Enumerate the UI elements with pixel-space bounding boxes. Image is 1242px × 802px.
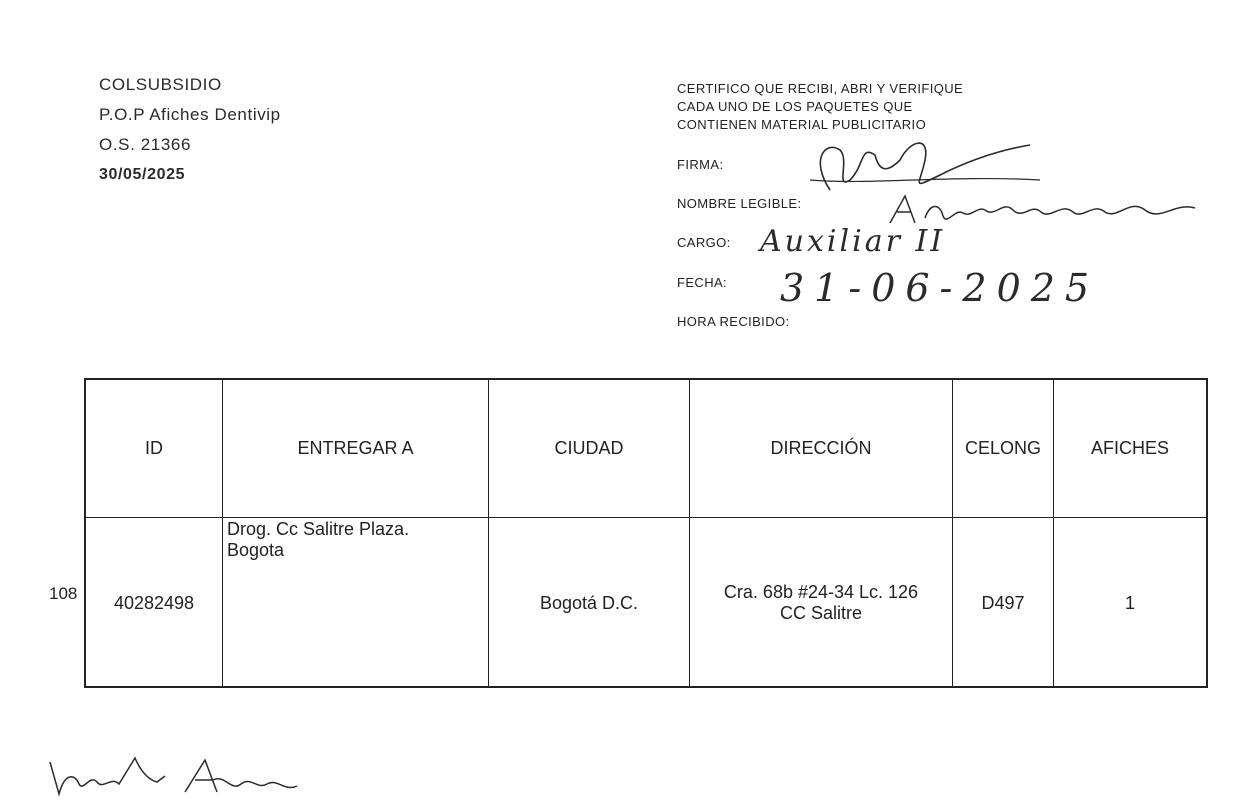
header-direccion: DIRECCIÓN — [770, 438, 872, 458]
row-number: 108 — [49, 584, 78, 603]
document-header — [99, 70, 281, 190]
cell-direccion — [690, 519, 952, 687]
bottom-signature — [45, 752, 315, 800]
entregar-a-line-2: Bogota — [227, 540, 285, 560]
cert-line-2: CADA UNO DE LOS PAQUETES QUE — [677, 99, 913, 114]
fecha-label: FECHA: — [677, 275, 728, 290]
hora-label: HORA RECIBIDO: — [677, 314, 790, 329]
order-number: O.S. 21366 — [99, 135, 192, 154]
cell-ciudad: Bogotá D.C. — [539, 592, 639, 613]
cell-celong: D497 — [981, 592, 1025, 613]
row-divider — [86, 517, 1206, 518]
handwritten-fecha: 31-06-2025 — [780, 266, 1100, 310]
cert-line-1: CERTIFICO QUE RECIBI, ABRI Y VERIFIQUE — [677, 81, 964, 96]
nombre-label: NOMBRE LEGIBLE: — [677, 196, 802, 211]
campaign-name: P.O.P Afiches Dentivip — [99, 105, 281, 124]
cert-line-3: CONTIENEN MATERIAL PUBLICITARIO — [677, 117, 927, 132]
document-date: 30/05/2025 — [99, 166, 186, 183]
header-id: ID — [145, 438, 163, 458]
header-entregar-a: ENTREGAR A — [297, 438, 414, 458]
cell-id: 40282498 — [113, 592, 195, 613]
entregar-a-line-1: Drog. Cc Salitre Plaza. — [227, 519, 410, 539]
cell-afiches: 1 — [1124, 592, 1135, 613]
company-name: COLSUBSIDIO — [99, 75, 222, 94]
header-celong: CELONG — [964, 438, 1042, 458]
direccion-line-2: CC Salitre — [779, 603, 863, 623]
cargo-label: CARGO: — [677, 235, 731, 250]
cell-entregar-a — [223, 519, 488, 687]
delivery-table — [84, 378, 1208, 688]
handwritten-cargo: Auxiliar II — [760, 224, 946, 259]
header-afiches: AFICHES — [1090, 438, 1169, 458]
direccion-line-1: Cra. 68b #24-34 Lc. 126 — [723, 582, 919, 602]
header-ciudad: CIUDAD — [554, 438, 624, 458]
firma-label: FIRMA: — [677, 157, 724, 172]
